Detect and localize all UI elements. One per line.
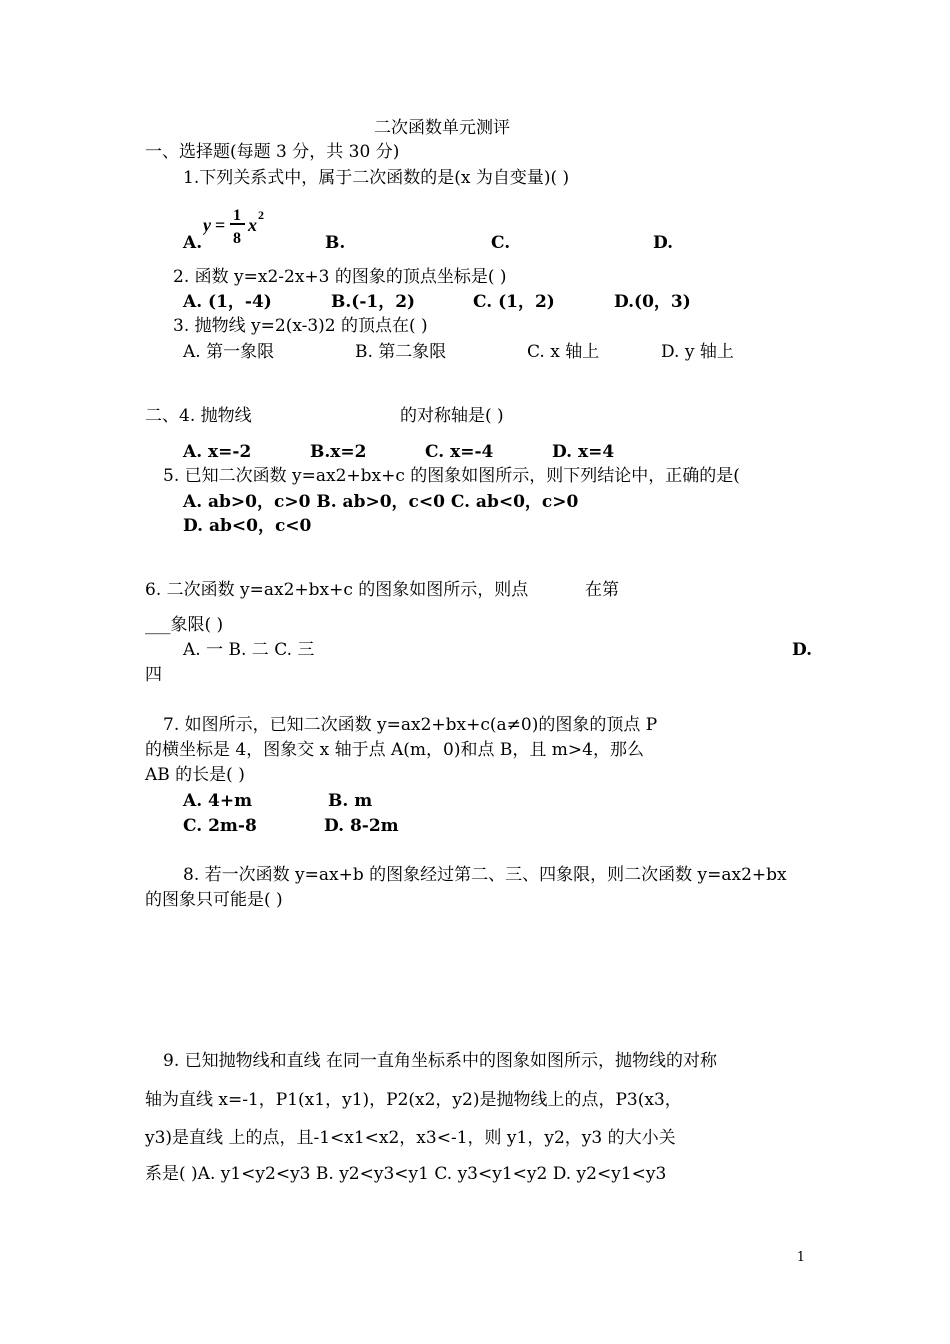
- q7-option-d: D. 8-2m: [324, 816, 399, 836]
- fraction-formula: [203, 203, 269, 247]
- formula-denominator: 8: [233, 230, 241, 247]
- q7-option-b: B. m: [328, 791, 373, 811]
- question-8-line-2: 的图象只可能是( ): [145, 890, 283, 910]
- q4-option-d: D. x=4: [552, 442, 615, 462]
- question-7-line-1: 7. 如图所示，已知二次函数 y=ax2+bx+c(a≠0)的图象的顶点 P: [163, 715, 658, 735]
- formula-exponent: 2: [258, 208, 264, 222]
- q4-option-b: B.x=2: [310, 442, 367, 462]
- question-2-stem: 2. 函数 y=x2-2x+3 的图象的顶点坐标是( ): [173, 267, 507, 287]
- question-6-line-2: ___象限( ): [145, 615, 224, 635]
- q2-option-a: A. (1，-4): [183, 292, 272, 312]
- svg-text:=: =: [215, 215, 226, 235]
- question-6-stem-end: 在第: [585, 580, 619, 600]
- formula-x: x: [248, 215, 257, 235]
- section-heading-choice: 一、选择题(每题 3 分，共 30 分): [145, 142, 400, 162]
- question-8-line-1: 8. 若一次函数 y=ax+b 的图象经过第二、三、四象限，则二次函数 y=ax2+bx: [183, 865, 787, 885]
- q4-option-c: C. x=-4: [425, 442, 494, 462]
- question-5-stem: 5. 已知二次函数 y=ax2+bx+c 的图象如图所示，则下列结论中，正确的是(: [163, 466, 740, 486]
- q1-option-b: B.: [325, 233, 346, 253]
- q3-option-b: B. 第二象限: [355, 342, 447, 362]
- q2-option-d: D.(0，3): [614, 292, 691, 312]
- q6-option-d: D.: [792, 640, 813, 660]
- question-9-line-3: y3)是直线 上的点，且-1<x1<x2，x3<-1，则 y1，y2，y3 的大小关: [145, 1128, 676, 1148]
- q1-option-c: C.: [491, 233, 511, 253]
- formula-numerator: 1: [233, 207, 241, 224]
- q2-option-c: C. (1，2): [473, 292, 555, 312]
- q4-option-a: A. x=-2: [183, 442, 252, 462]
- q7-option-a: A. 4+m: [183, 791, 253, 811]
- page-number: 1: [796, 1250, 805, 1265]
- question-9-line-4: 系是( )A. y1<y2<y3 B. y2<y3<y1 C. y3<y1<y2 D. y2<y1<y3: [145, 1164, 667, 1184]
- q5-options-line-2: D. ab<0，c<0: [183, 516, 312, 536]
- question-4-stem-start: 二、4. 抛物线: [145, 406, 252, 426]
- q3-option-c: C. x 轴上: [527, 342, 600, 362]
- formula-y: y: [203, 215, 211, 235]
- question-1-stem: 1.下列关系式中，属于二次函数的是(x 为自变量)( ): [183, 168, 570, 188]
- question-6-stem-start: 6. 二次函数 y=ax2+bx+c 的图象如图所示，则点: [145, 580, 529, 600]
- question-3-stem: 3. 抛物线 y=2(x-3)2 的顶点在( ): [173, 316, 428, 336]
- question-7-line-2: 的横坐标是 4，图象交 x 轴于点 A(m，0)和点 B，且 m>4，那么: [145, 740, 644, 760]
- q6-option-d-text: 四: [145, 665, 162, 685]
- q1-option-d: D.: [653, 233, 674, 253]
- q1-option-a: A.: [183, 233, 203, 253]
- q2-option-b: B.(-1，2): [331, 292, 416, 312]
- q7-option-c: C. 2m-8: [183, 816, 257, 836]
- question-9-line-2: 轴为直线 x=-1，P1(x1，y1)，P2(x2，y2)是抛物线上的点，P3(x3，: [145, 1090, 682, 1110]
- question-9-line-1: 9. 已知抛物线和直线 在同一直角坐标系中的图象如图所示，抛物线的对称: [163, 1051, 718, 1071]
- q5-options-line-1: A. ab>0，c>0 B. ab>0，c<0 C. ab<0，c>0: [183, 492, 579, 512]
- question-4-stem-end: 的对称轴是( ): [400, 406, 504, 426]
- question-7-line-3: AB 的长是( ): [145, 765, 245, 785]
- q3-option-a: A. 第一象限: [183, 342, 275, 362]
- q6-options-abc: A. 一 B. 二 C. 三: [183, 640, 315, 660]
- page-title: 二次函数单元测评: [374, 118, 510, 138]
- q3-option-d: D. y 轴上: [661, 342, 734, 362]
